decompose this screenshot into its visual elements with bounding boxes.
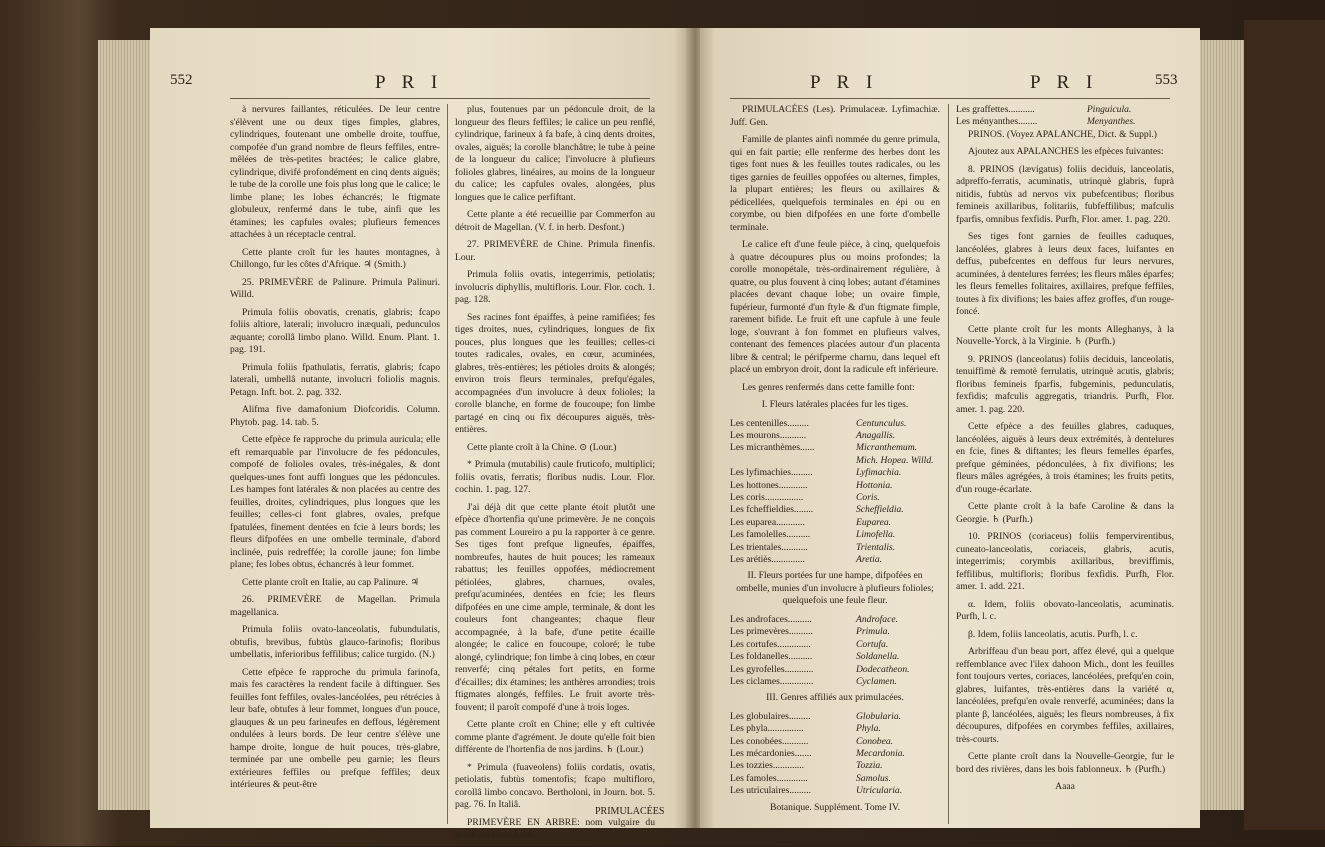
genre-french-name: Les mourons...........	[730, 429, 807, 441]
genre-row	[730, 676, 940, 688]
page-footer: Botanique. Supplément. Tome IV.	[769, 801, 901, 813]
genre-row	[730, 723, 940, 735]
right-page	[700, 28, 1200, 828]
genre-french-name: Les mécardonies.......	[730, 748, 812, 760]
genre-french-name: Les centenilles.........	[730, 417, 809, 429]
genre-row	[730, 442, 940, 467]
paragraph: Cette plante croît fur les hautes montagnes, à Chillongo, fur les côtes d'Afrique. ♃ (Smith.)	[230, 246, 440, 270]
genre-french-name: Les cortufes..............	[730, 638, 811, 650]
paragraph: Primula foliis obovatis, crenatis, glabris; fcapo foliis altiore, laterali; involucro inæquali, pedunculos æquante; corollâ limbo plano. Willd. Enum. Plant. 1. pag. 191.	[230, 306, 440, 355]
genre-latin-name: Samolus.	[856, 772, 891, 784]
genre-latin-name: Centunculus.	[856, 417, 907, 429]
genre-row	[730, 773, 940, 785]
genre-french-name: Les primevères..........	[730, 626, 813, 638]
book-cover-right	[1244, 20, 1325, 830]
genre-latin-name: Soldanella.	[856, 651, 900, 663]
catchword: PRIMULACÉES	[595, 806, 665, 817]
section-title: III. Genres affiliés aux primulacées.	[766, 692, 904, 704]
genre-row	[730, 418, 940, 430]
genre-row	[730, 542, 940, 554]
paragraph: Cette plante croît en Chine; elle y eft cultivée comme plante d'agrément. Je doute qu'elle foit bien différente de l'hortenfia de nos jardins. ♄ (Lour.)	[455, 719, 655, 755]
genre-latin-name: Limofella.	[856, 529, 896, 541]
genre-french-name: Les lyfimachies.........	[730, 467, 813, 479]
genre-latin-name: Conobea.	[856, 735, 894, 747]
paragraph: Primula foliis ovato-lanceolatis, fubundulatis, obtufis, brevibus, fubtùs glauco-farinofis; floribus umbellatis, inferioribus feffilibus; calice turgido. (N.)	[230, 624, 440, 660]
genre-latin-name: Micranthemum. Mich. Hopea. Willd.	[856, 442, 934, 466]
genre-row	[956, 116, 1174, 128]
genre-french-name: Les famoles.............	[730, 772, 808, 784]
column-divider-right	[948, 104, 949, 824]
genre-row	[730, 785, 940, 797]
genre-row	[730, 711, 940, 723]
left-column-2	[455, 104, 655, 847]
genre-row	[730, 504, 940, 516]
genre-french-name: Les micranthèmes......	[730, 442, 815, 454]
paragraph: 9. PRINOS (lanceolatus) foliis deciduis, lanceolatis, tenuiffimè & remotè ferrulatis, utrinquè acutis, glabris; floribus femineis fparfis, fubgeminis, pedunculatis, fexfidis; mafculis aggregatis, triandris. Purfh, Flor. amer. 1. pag. 220.	[956, 353, 1174, 415]
paragraph: * Primula (fuaveolens) foliis cordatis, ovatis, petiolatis, fubtùs tomentofis; fcapo multifloro, corollâ limbo concavo. Bertholoni, in Journ. bot. 5. pag. 76. In Italiâ.	[455, 761, 655, 810]
genre-french-name: Les fcheffieldies........	[730, 504, 814, 516]
section-title: II. Fleurs portées fur une hampe, difpofées en ombelle, munies d'un involucre à plufieurs folioles; quelquefois une feule fleur.	[736, 570, 934, 607]
genre-french-name: Les ményanthes........	[956, 116, 1038, 128]
genre-french-name: Les tozzies.............	[730, 760, 805, 772]
genre-french-name: Les utriculaires.........	[730, 785, 811, 797]
page-edges-left	[98, 40, 154, 810]
genre-row	[730, 760, 940, 772]
genre-french-name: Les gyrofelles............	[730, 663, 814, 675]
genre-latin-name: Trientalis.	[856, 541, 896, 553]
genre-french-name: Les famolelles..........	[730, 529, 811, 541]
genre-french-name: Les coris................	[730, 491, 804, 503]
paragraph: PRIMEVÈRE EN ARBRE: nom vulgaire du genre anothera Linn.	[455, 816, 655, 840]
paragraph: Ses racines font épaiffes, à peine ramifiées; fes tiges droites, nues, cylindriques, longues de fix pouces, plus longues que les feuilles; celles-ci toutes radicales, ovales, en cœur, acuminées, glabres, très-entières; les pétioles droits & alongés; environ trois fleurs terminales, prefqu'égales, accompagnées d'un involucre à deux folioles; la corolle blanche, en forme de foucoupe; fon limbe partagé en cinq ou fix découpures aiguës, très-entières.	[455, 311, 655, 435]
genre-row	[730, 480, 940, 492]
section-title: I. Fleurs latérales placées fur les tiges.	[761, 399, 909, 410]
genre-french-name: Les hottones............	[730, 479, 808, 491]
page-number-left: 552	[170, 72, 193, 88]
genre-row	[730, 467, 940, 479]
genre-row	[956, 104, 1174, 116]
running-head-left: P R I	[375, 72, 444, 93]
paragraph: Cette plante croît dans la Nouvelle-Georgie, fur le bord des rivières, dans les bois fablonneux. ♄ (Purfh.)	[956, 751, 1174, 775]
genre-latin-name: Mecardonia.	[856, 748, 905, 760]
genre-latin-name: Globularia.	[856, 710, 902, 722]
genre-latin-name: Pinguicula.	[1086, 104, 1132, 115]
genre-french-name: Les ciclames..............	[730, 675, 814, 687]
genre-latin-name: Coris.	[856, 491, 880, 503]
genre-row	[730, 664, 940, 676]
genre-latin-name: Scheffieldia.	[856, 504, 904, 516]
right-column-2	[956, 104, 1174, 800]
genre-row	[730, 748, 940, 760]
genre-latin-name: Euparea.	[856, 516, 892, 528]
paragraph: Cette plante croît à la bafe Caroline & dans la Georgie. ♄ (Purfh.)	[956, 501, 1174, 525]
paragraph: J'ai déjà dit que cette plante étoit plutôt une efpèce d'hortenfia qu'une primevère. Je ne conçois pas comment Loureiro a pu la rapporter à ce genre. Ses tiges font prefque ligneufes, épaiffes, nombreufes, hautes de huit pouces; les rameaux rabattus; les feuilles oppofées, médiocrement pétiolées, glabres, charnues, ovales, prefqu'acuminées, dentées en fcie; les fleurs difpofées en une cime ample, terminale, & dont les couleurs font changeantes; chaque fleur accompagnée, à la bafe, d'une petite écaille alongée; le calice en foucoupe, coloré; le tube alongé, cylindrique; fon limbe à cinq lobes, en cœur renverfé; cinq pétales fort petits, en forme d'écailles; dix étamines; les anthères arrondies; trois ftigmates alongés, feffiles. Le fruit avorte très-fouvent; il paroît compofé d'une à trois loges.	[455, 501, 655, 713]
paragraph: Primula foliis fpathulatis, ferratis, glabris; fcapo laterali, umbellâ nutante, involucri foliolis magnis. Petagn. Inft. bot. 2. pag. 332.	[230, 361, 440, 398]
paragraph: Cette efpèce fe rapproche du primula farinofa, mais fes caractères la rendent facile à diftinguer. Ses feuilles font feffiles, ovales-lancéolées, peu rétrécies à leur bafe, obtufes à leur fommet, longues d'un pouce, glauques & un peu farineufes en deffous, légèrement ondulées à leurs bords. De leur centre s'élève une hampe droite, longue de huit pouces, très-glabre, terminée par une ombelle peu garnie; les fleurs extérieures feffiles ou prefque feffiles; deux intérieures & peut-être	[230, 666, 440, 790]
genre-latin-name: Utricularia.	[856, 785, 903, 797]
paragraph: Cette efpèce fe rapproche du primula auricula; elle eft remarquable par l'involucre de fes pédoncules, compofé de folioles ovales, très-inégales, & dont quelques-unes font auffi longues que les pédoncules. Les hampes font latérales & non placées au centre des feuilles, droites, cylindriques, plus longues que les feuilles; celles-ci font glabres, ovales, prefque fpatulées, finement dentées en fcie à leurs bords; les fleurs difpofées en une ombelle terminale, d'abord inclinée, puis redreffée; la corolle jaune; fon limbe plane; fes lobes obtus, échancrés à leur fommet.	[230, 434, 440, 570]
genre-row	[730, 626, 940, 638]
paragraph: α. Idem, foliis obovato-lanceolatis, acuminatis. Purfh, l. c.	[956, 598, 1174, 623]
genre-row	[730, 430, 940, 442]
genre-latin-name: Lyfimachia.	[856, 467, 902, 479]
paragraph: PRINOS. (Voyez APALANCHE, Dict. & Suppl.)	[968, 128, 1157, 140]
paragraph: plus, foutenues par un pédoncule droit, de la longueur des fleurs feffiles; le calice un peu renflé, cylindrique, farineux à fa bafe, à cinq dents droites, ovales, aiguës; la corolle blanchâtre; le tube à peine de la longueur du calice; l'involucre à plufieurs folioles glabres, linéaires, au moins de la longueur du calice; les capfules ovales, alongées, plus longues que le calice perfiftant.	[455, 104, 655, 203]
paragraph: Famille de plantes ainfi nommée du genre primula, qui en fait partie; elle renferme des herbes dont les tiges font nues & les feuilles toutes radicales, ou les tiges garnies de feuilles oppofées ou alternes, fimples, la plupart entières; les fleurs ou axillaires & pédicellées, quelquefois terminales en épi ou en corymbe, ou bien difpofées en une forte d'ombelle terminale.	[730, 134, 940, 233]
header-rule-left	[230, 98, 650, 99]
paragraph: 26. PRIMEVÈRE de Magellan. Primula magellanica.	[230, 594, 440, 618]
genre-french-name: Les conobées...........	[730, 735, 809, 747]
genre-row	[730, 554, 940, 566]
genre-latin-name: Anagallis.	[856, 429, 896, 441]
genre-row	[730, 492, 940, 504]
genre-french-name: Les globulaires.........	[730, 710, 811, 722]
paragraph: Cette plante croît en Italie, au cap Palinure. ♃	[242, 576, 419, 588]
paragraph: 25. PRIMEVÈRE de Palinure. Primula Palinuri. Willd.	[230, 276, 440, 300]
paragraph: * Primula (mutabilis) caule fruticofo, multiplici; foliis ovatis, ferratis; floribus nudis. Lour. Flor. cochin. 1. pag. 127.	[455, 459, 655, 495]
genre-latin-name: Menyanthes.	[1086, 116, 1136, 128]
paragraph: PRIMULACÉES (Les). Primulaceæ. Lyfimachiæ. Juff. Gen.	[730, 104, 940, 128]
genre-french-name: Les androfaces..........	[730, 613, 812, 625]
genre-latin-name: Tozzia.	[856, 760, 883, 772]
paragraph: Alifma five damafonium Diofcoridis. Column. Phytob. pag. 14. tab. 5.	[230, 404, 440, 428]
genre-latin-name: Dodecatheon.	[856, 663, 910, 675]
genre-latin-name: Androface.	[856, 613, 899, 625]
genre-latin-name: Cortufa.	[856, 638, 889, 650]
genre-french-name: Les trientales...........	[730, 541, 808, 553]
genre-latin-name: Primula.	[856, 626, 890, 638]
paragraph: Le calice eft d'une feule pièce, à cinq, quelquefois à quatre découpures plus ou moins profondes; la corolle monopétale, très-ordinairement régulière, à quatre, ou plus fouvent à cinq lobes; autant d'étamines placées devant chaque lobe; un ovaire fimple, fupérieur, furmonté d'un ftyle & d'un ftigmate fimple, rarement bifide. Le fruit eft une capfule à une feule loge, s'ouvrant à fon fommet en plufieurs valves, contenant des femences placées autour d'un placenta libre & central; le périfperme charnu, dans lequel eft placé un embryon droit, dont la radicule eft inférieure.	[730, 239, 940, 375]
genre-latin-name: Cyclamen.	[856, 675, 897, 687]
paragraph: Ses tiges font garnies de feuilles caduques, lancéolées, glabres à leurs deux faces, luifantes en deffus, pubefcentes en deffous fur leurs nervures, acuminées, à dentelures ferrées; les fleurs mâles éparfes; les fleurs femelles folitaires, axillaires, prefque feffiles, toutes à fix divifions; les baies affez groffes, d'un rouge-foncé.	[956, 231, 1174, 318]
genre-latin-name: Aretia.	[856, 553, 883, 565]
page-edges-right	[1196, 40, 1246, 810]
genre-row	[730, 529, 940, 541]
genre-row	[730, 736, 940, 748]
genre-french-name: Les euparea............	[730, 516, 805, 528]
header-rule-right	[730, 98, 1170, 99]
paragraph: 10. PRINOS (coriaceus) foliis fempervirentibus, cuneato-lanceolatis, coriaceis, glabris, acutis, integerrimis; corymbis axillaribus, breviffimis, feffilibus, multifloris; floribus fexfidis. Purfh, Flor. amer. 1. add. 221.	[956, 531, 1174, 593]
genre-french-name: Les foldanelles..........	[730, 651, 813, 663]
genre-row	[730, 614, 940, 626]
signature-mark: Aaaa	[1055, 781, 1075, 793]
genre-latin-name: Hottonia.	[856, 479, 893, 491]
paragraph: β. Idem, foliis lanceolatis, acutis. Purfh, l. c.	[968, 628, 1138, 640]
paragraph: Cette plante croît à la Chine. ⊙ (Lour.)	[467, 441, 617, 453]
paragraph: 27. PRIMEVÈRE de Chine. Primula finenfis. Lour.	[455, 239, 655, 263]
right-column-1	[730, 104, 940, 820]
genre-row	[730, 651, 940, 663]
paragraph: Cette plante croît fur les monts Alleghanys, à la Nouvelle-Yorck, à la Virginie. ♄ (Purfh.)	[956, 323, 1174, 348]
genre-latin-name: Phyla.	[856, 723, 881, 735]
column-divider-left	[447, 104, 448, 824]
page-number-right: 553	[1155, 72, 1178, 88]
left-page	[150, 28, 690, 840]
paragraph: à nervures faillantes, réticulées. De leur centre s'élèvent une ou deux tiges fimples, glabres, cylindriques, foutenant une ombelle droite, touffue, compofée d'un grand nombre de fleurs feffiles, entre-mêlées de très-petites bractées; le calice glabre, cylindrique, divifé profondément en cinq dents aiguës; le tube de la corolle une fois plus long que le calice; le limbe plane; les lobes échancrés; le ftigmate globuleux, renfermé dans le tube, ainfi que les étamines; les capfules ovales; plufieurs femences attachées à un réceptacle central.	[230, 104, 440, 240]
genre-row	[730, 517, 940, 529]
running-head-right-2: P R I	[1030, 72, 1099, 93]
paragraph: Cette plante a été recueillie par Commerfon au détroit de Magellan. (V. f. in herb. Desfont.)	[455, 209, 655, 233]
left-column-1	[230, 104, 440, 797]
genre-row	[730, 639, 940, 651]
genre-french-name: Les phyla...............	[730, 723, 804, 735]
paragraph: 8. PRINOS (lævigatus) foliis deciduis, lanceolatis, adpreffo-ferratis, acuminatis, utrinquè glabris, fuprà nitidis, fubtùs ad nervos vix pubefcentibus; floribus femineis axillaribus, folitariis, fubfeffilibus; mafculis fparfis, omnibus fexfidis. Purfh, Flor. amer. 1. pag. 220.	[956, 163, 1174, 225]
genre-french-name: Les arétiès..............	[730, 553, 805, 565]
paragraph: Arbriffeau d'un beau port, affez élevé, qui a quelque reffemblance avec l'ilex dahoon Mich., dont les feuilles font toujours vertes, coriaces, lancéolées, prefqu'en coin, glabres, luifantes, très-entières dans la variété α, lancéolées, prefqu'en ovale renverfé, acuminées; dans la plante β, lancéolées, aiguës; les fleurs nombreuses, à fix découpures, difpofées en corymbes feffiles, axillaires, très-courts.	[956, 646, 1174, 745]
paragraph: Les genres renfermés dans cette famille font:	[742, 381, 915, 393]
paragraph: Ajoutez aux APALANCHES les efpèces fuivantes:	[968, 146, 1164, 158]
paragraph: Cette efpèce a des feuilles glabres, caduques, lancéolées, aiguës à leurs deux extrémités, à dentelures en fcie, fines & diftantes; les fleurs femelles éparfes, prefque géminées, pédonculées, à fix divifions; les fleurs mâles agrégées, à trois étamines; les fruits petits, d'un rouge-écarlate.	[956, 421, 1174, 495]
paragraph: Primula foliis ovatis, integerrimis, petiolatis; involucris diphyllis, multifloris. Lour. Flor. coch. 1. pag. 128.	[455, 269, 655, 305]
running-head-right-1: P R I	[810, 72, 879, 93]
genre-french-name: Les graffettes...........	[956, 104, 1035, 115]
